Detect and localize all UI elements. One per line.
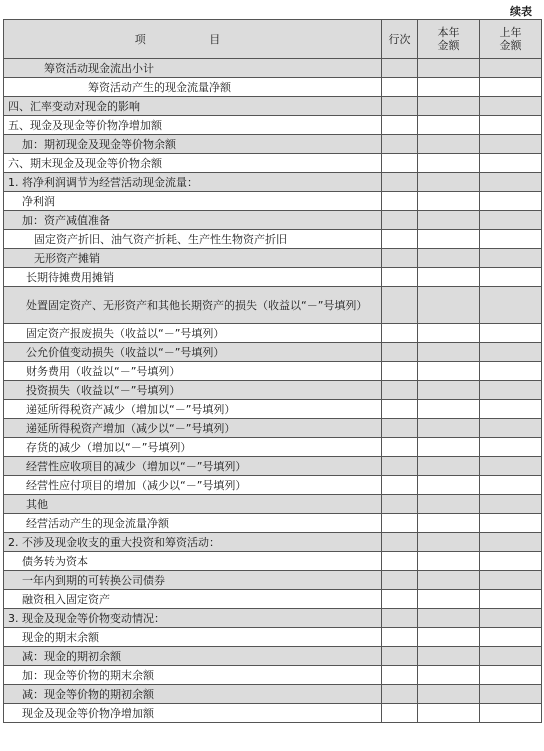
row-line-no-cell[interactable] <box>382 457 418 476</box>
header-row <box>4 20 542 59</box>
row-line-no-cell[interactable] <box>382 590 418 609</box>
table-row <box>4 685 542 704</box>
row-line-no-cell[interactable] <box>382 192 418 211</box>
row-item-label: 加：现金等价物的期末余额 <box>4 666 382 685</box>
row-item-label: 加：资产减值准备 <box>4 211 382 230</box>
row-current-year-cell[interactable] <box>418 647 480 666</box>
row-item-label: 固定资产折旧、油气资产折耗、生产性生物资产折旧 <box>4 230 382 249</box>
row-current-year-cell[interactable] <box>418 590 480 609</box>
table-row <box>4 287 542 324</box>
row-item-label: 3. 现金及现金等价物变动情况： <box>4 609 382 628</box>
row-prior-year-cell[interactable] <box>480 116 542 135</box>
header-current-year: 本年 金额 <box>418 20 480 59</box>
row-current-year-cell[interactable] <box>418 343 480 362</box>
row-line-no-cell[interactable] <box>382 609 418 628</box>
row-prior-year-cell[interactable] <box>480 571 542 590</box>
row-current-year-cell[interactable] <box>418 666 480 685</box>
table-row <box>4 590 542 609</box>
header-line-no: 行次 <box>382 20 418 59</box>
row-item-label: 经营性应收项目的减少（增加以“－”号填列） <box>4 457 382 476</box>
row-item-label: 现金的期末余额 <box>4 628 382 647</box>
row-prior-year-cell[interactable] <box>480 287 542 324</box>
row-prior-year-cell[interactable] <box>480 135 542 154</box>
row-line-no-cell[interactable] <box>382 685 418 704</box>
row-line-no-cell[interactable] <box>382 514 418 533</box>
table-row <box>4 78 542 97</box>
row-item-label: 处置固定资产、无形资产和其他长期资产的损失（收益以“－”号填列） <box>4 287 382 324</box>
row-current-year-cell[interactable] <box>418 552 480 571</box>
row-current-year-cell[interactable] <box>418 609 480 628</box>
row-prior-year-cell[interactable] <box>480 590 542 609</box>
row-item-label: 财务费用（收益以“－”号填列） <box>4 362 382 381</box>
row-item-label: 筹资活动产生的现金流量净额 <box>4 78 382 97</box>
row-item-label: 五、现金及现金等价物净增加额 <box>4 116 382 135</box>
row-item-label: 一年内到期的可转换公司债券 <box>4 571 382 590</box>
table-row <box>4 211 542 230</box>
table-row <box>4 514 542 533</box>
table-row <box>4 324 542 343</box>
row-prior-year-cell[interactable] <box>480 192 542 211</box>
row-prior-year-cell[interactable] <box>480 514 542 533</box>
table-row <box>4 495 542 514</box>
table-row <box>4 438 542 457</box>
row-line-no-cell[interactable] <box>382 135 418 154</box>
row-item-label: 长期待摊费用摊销 <box>4 268 382 287</box>
row-current-year-cell[interactable] <box>418 533 480 552</box>
row-current-year-cell[interactable] <box>418 192 480 211</box>
row-prior-year-cell[interactable] <box>480 666 542 685</box>
row-prior-year-cell[interactable] <box>480 268 542 287</box>
row-current-year-cell[interactable] <box>418 400 480 419</box>
table-row <box>4 116 542 135</box>
table-row <box>4 97 542 116</box>
table-row <box>4 154 542 173</box>
row-item-label: 净利润 <box>4 192 382 211</box>
row-prior-year-cell[interactable] <box>480 704 542 723</box>
row-prior-year-cell[interactable] <box>480 419 542 438</box>
row-prior-year-cell[interactable] <box>480 249 542 268</box>
table-row <box>4 59 542 78</box>
row-prior-year-cell[interactable] <box>480 457 542 476</box>
row-prior-year-cell[interactable] <box>480 381 542 400</box>
row-prior-year-cell[interactable] <box>480 533 542 552</box>
row-line-no-cell[interactable] <box>382 533 418 552</box>
row-current-year-cell[interactable] <box>418 495 480 514</box>
row-prior-year-cell[interactable] <box>480 324 542 343</box>
row-prior-year-cell[interactable] <box>480 59 542 78</box>
row-item-label: 四、汇率变动对现金的影响 <box>4 97 382 116</box>
row-current-year-cell[interactable] <box>418 438 480 457</box>
header-item: 项 目 <box>4 20 382 59</box>
table-row <box>4 552 542 571</box>
row-item-label: 其他 <box>4 495 382 514</box>
row-prior-year-cell[interactable] <box>480 343 542 362</box>
row-item-label: 融资租入固定资产 <box>4 590 382 609</box>
header-prior-year: 上年 金额 <box>480 20 542 59</box>
table-body <box>4 59 542 723</box>
row-item-label: 公允价值变动损失（收益以“－”号填列） <box>4 343 382 362</box>
table-row <box>4 571 542 590</box>
row-current-year-cell[interactable] <box>418 685 480 704</box>
row-line-no-cell[interactable] <box>382 666 418 685</box>
row-prior-year-cell[interactable] <box>480 173 542 192</box>
table-row <box>4 704 542 723</box>
row-line-no-cell[interactable] <box>382 400 418 419</box>
row-line-no-cell[interactable] <box>382 78 418 97</box>
row-line-no-cell[interactable] <box>382 59 418 78</box>
row-line-no-cell[interactable] <box>382 438 418 457</box>
row-prior-year-cell[interactable] <box>480 78 542 97</box>
row-current-year-cell[interactable] <box>418 381 480 400</box>
row-current-year-cell[interactable] <box>418 59 480 78</box>
row-current-year-cell[interactable] <box>418 116 480 135</box>
table-row <box>4 268 542 287</box>
row-current-year-cell[interactable] <box>418 704 480 723</box>
row-current-year-cell[interactable] <box>418 476 480 495</box>
table-row <box>4 249 542 268</box>
table-row <box>4 362 542 381</box>
row-prior-year-cell[interactable] <box>480 97 542 116</box>
row-current-year-cell[interactable] <box>418 211 480 230</box>
row-item-label: 2. 不涉及现金收支的重大投资和筹资活动： <box>4 533 382 552</box>
row-item-label: 现金及现金等价物净增加额 <box>4 704 382 723</box>
row-current-year-cell[interactable] <box>418 287 480 324</box>
table-row <box>4 419 542 438</box>
continued-label: 续表 <box>510 5 532 18</box>
row-line-no-cell[interactable] <box>382 343 418 362</box>
row-current-year-cell[interactable] <box>418 78 480 97</box>
row-current-year-cell[interactable] <box>418 419 480 438</box>
row-prior-year-cell[interactable] <box>480 400 542 419</box>
row-line-no-cell[interactable] <box>382 571 418 590</box>
row-item-label: 递延所得税资产减少（增加以“－”号填列） <box>4 400 382 419</box>
row-item-label: 无形资产摊销 <box>4 249 382 268</box>
row-prior-year-cell[interactable] <box>480 647 542 666</box>
table-row <box>4 192 542 211</box>
table-row <box>4 381 542 400</box>
row-line-no-cell[interactable] <box>382 552 418 571</box>
row-item-label: 经营活动产生的现金流量净额 <box>4 514 382 533</box>
row-line-no-cell[interactable] <box>382 287 418 324</box>
row-prior-year-cell[interactable] <box>480 211 542 230</box>
row-line-no-cell[interactable] <box>382 97 418 116</box>
row-item-label: 经营性应付项目的增加（减少以“－”号填列） <box>4 476 382 495</box>
row-item-label: 存货的减少（增加以“－”号填列） <box>4 438 382 457</box>
row-line-no-cell[interactable] <box>382 268 418 287</box>
row-item-label: 投资损失（收益以“－”号填列） <box>4 381 382 400</box>
row-current-year-cell[interactable] <box>418 514 480 533</box>
row-item-label: 债务转为资本 <box>4 552 382 571</box>
row-line-no-cell[interactable] <box>382 249 418 268</box>
row-item-label: 1. 将净利润调节为经营活动现金流量： <box>4 173 382 192</box>
row-line-no-cell[interactable] <box>382 324 418 343</box>
cash-flow-supplement-table <box>3 19 542 723</box>
row-line-no-cell[interactable] <box>382 495 418 514</box>
row-prior-year-cell[interactable] <box>480 154 542 173</box>
row-current-year-cell[interactable] <box>418 135 480 154</box>
row-current-year-cell[interactable] <box>418 571 480 590</box>
row-prior-year-cell[interactable] <box>480 495 542 514</box>
row-line-no-cell[interactable] <box>382 211 418 230</box>
table-row <box>4 400 542 419</box>
table-row <box>4 628 542 647</box>
row-current-year-cell[interactable] <box>418 173 480 192</box>
row-line-no-cell[interactable] <box>382 230 418 249</box>
row-line-no-cell[interactable] <box>382 154 418 173</box>
row-prior-year-cell[interactable] <box>480 438 542 457</box>
row-prior-year-cell[interactable] <box>480 685 542 704</box>
row-line-no-cell[interactable] <box>382 476 418 495</box>
table-row <box>4 476 542 495</box>
row-line-no-cell[interactable] <box>382 173 418 192</box>
row-current-year-cell[interactable] <box>418 268 480 287</box>
row-prior-year-cell[interactable] <box>480 362 542 381</box>
table-row <box>4 457 542 476</box>
row-prior-year-cell[interactable] <box>480 552 542 571</box>
row-line-no-cell[interactable] <box>382 704 418 723</box>
row-line-no-cell[interactable] <box>382 116 418 135</box>
row-prior-year-cell[interactable] <box>480 230 542 249</box>
row-item-label: 固定资产报废损失（收益以“－”号填列） <box>4 324 382 343</box>
row-item-label: 减：现金等价物的期初余额 <box>4 685 382 704</box>
row-line-no-cell[interactable] <box>382 381 418 400</box>
table-row <box>4 173 542 192</box>
row-line-no-cell[interactable] <box>382 647 418 666</box>
row-prior-year-cell[interactable] <box>480 476 542 495</box>
row-current-year-cell[interactable] <box>418 324 480 343</box>
row-current-year-cell[interactable] <box>418 628 480 647</box>
row-item-label: 筹资活动现金流出小计 <box>4 59 382 78</box>
row-current-year-cell[interactable] <box>418 457 480 476</box>
table-row <box>4 533 542 552</box>
table-row <box>4 666 542 685</box>
row-current-year-cell[interactable] <box>418 230 480 249</box>
row-item-label: 加：期初现金及现金等价物余额 <box>4 135 382 154</box>
row-current-year-cell[interactable] <box>418 154 480 173</box>
row-current-year-cell[interactable] <box>418 362 480 381</box>
row-item-label: 六、期末现金及现金等价物余额 <box>4 154 382 173</box>
table-row <box>4 647 542 666</box>
row-prior-year-cell[interactable] <box>480 628 542 647</box>
table-row <box>4 609 542 628</box>
row-prior-year-cell[interactable] <box>480 609 542 628</box>
row-line-no-cell[interactable] <box>382 362 418 381</box>
row-current-year-cell[interactable] <box>418 97 480 116</box>
table-row <box>4 135 542 154</box>
row-line-no-cell[interactable] <box>382 419 418 438</box>
table-row <box>4 230 542 249</box>
row-item-label: 递延所得税资产增加（减少以“－”号填列） <box>4 419 382 438</box>
row-current-year-cell[interactable] <box>418 249 480 268</box>
row-line-no-cell[interactable] <box>382 628 418 647</box>
row-item-label: 减：现金的期初余额 <box>4 647 382 666</box>
table-row <box>4 343 542 362</box>
